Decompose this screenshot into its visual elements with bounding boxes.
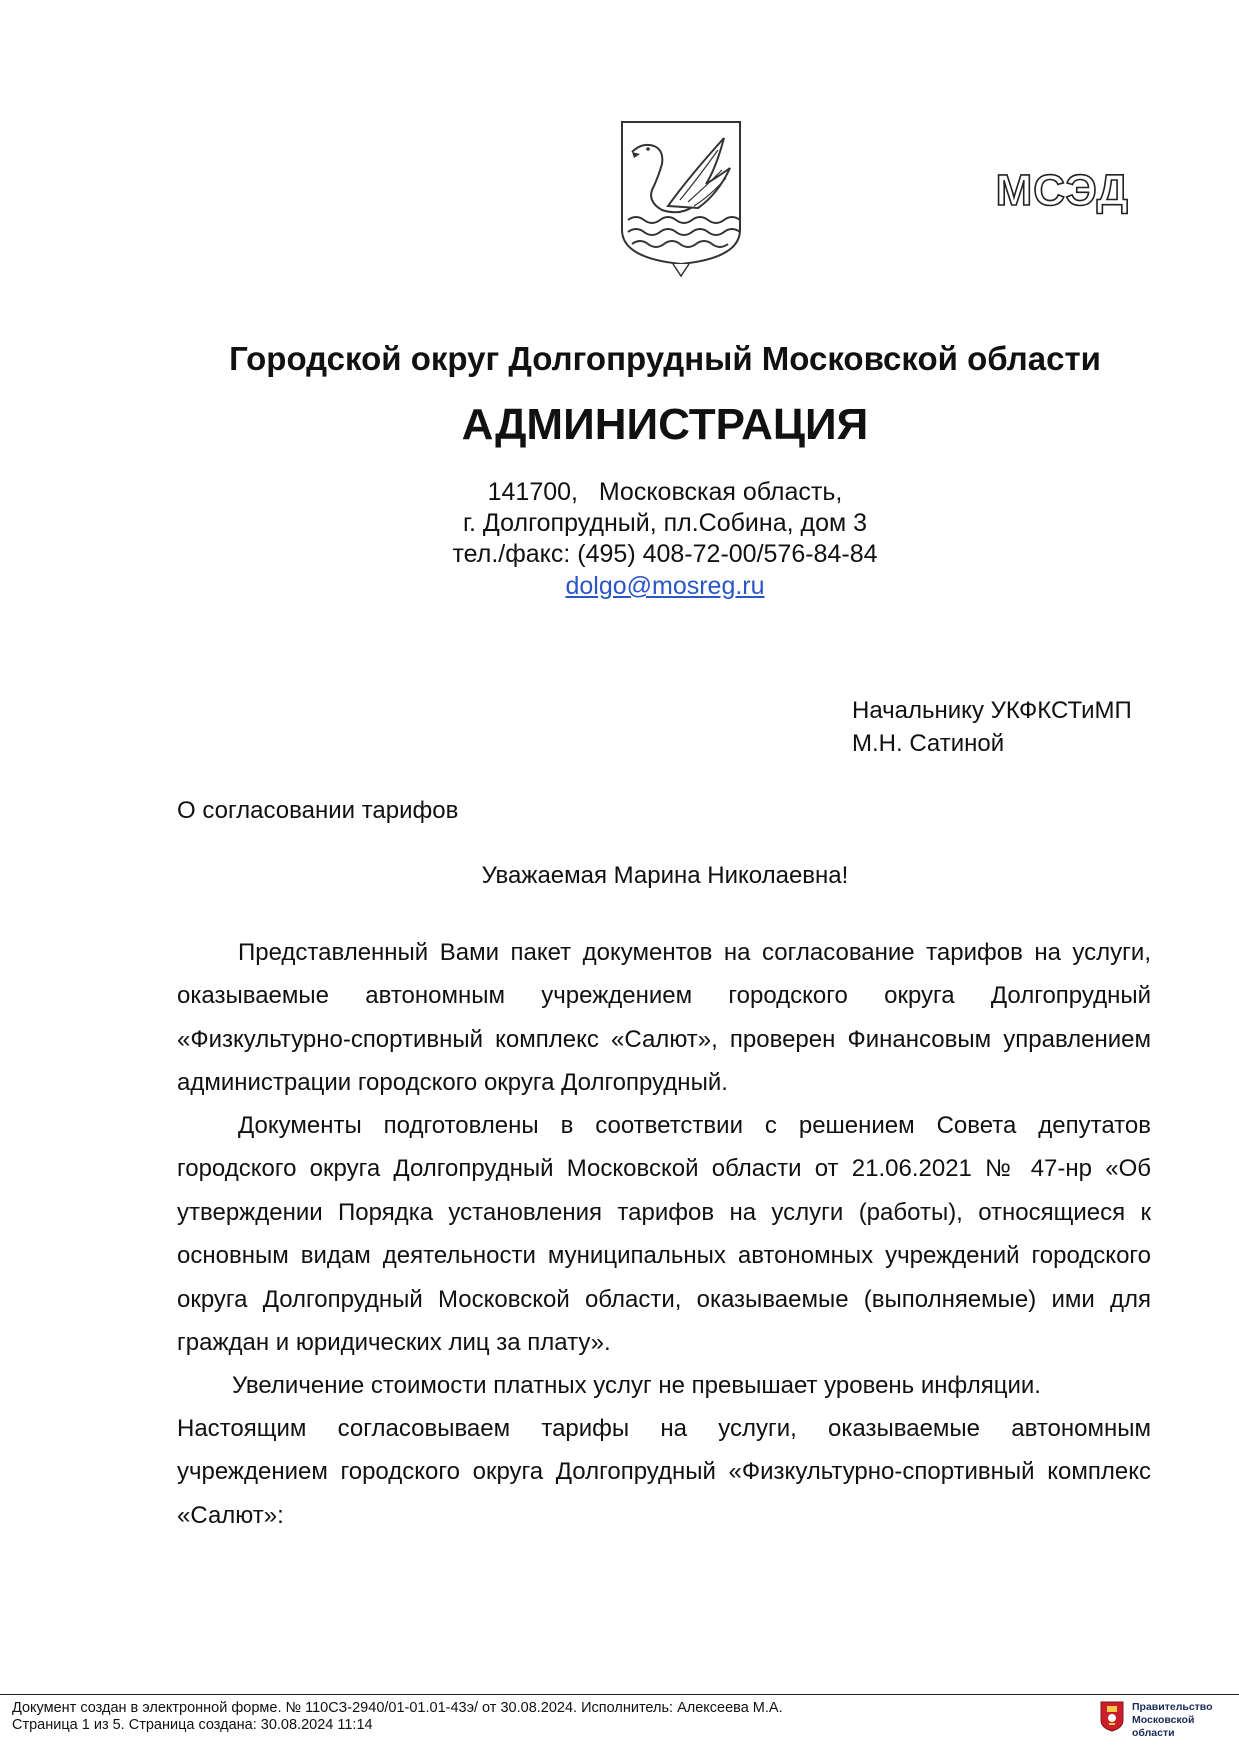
footer-page-info: Страница 1 из 5. Страница создана: 30.08.2024 11:14 xyxy=(12,1717,373,1733)
body-paragraph-1: Представленный Вами пакет документов на согласование тарифов на услуги, оказываемые автономным учреждением городского округа Долгопрудный «Физкультурно-спортивный комплекс «Салют», проверен Финансовым управлением администрации городского округа Долгопрудный. xyxy=(177,939,1151,1097)
body-paragraph-4: Настоящим согласовываем тарифы на услуги, оказываемые автономным учреждением городского округа Долгопрудный «Физкультурно-спортивный комплекс «Салют»: xyxy=(177,1415,1151,1529)
recipient-name: М.Н. Сатиной xyxy=(852,730,1005,757)
msed-stamp: МСЭД xyxy=(995,166,1129,215)
phone-fax: тел./факс: (495) 408-72-00/576-84-84 xyxy=(452,540,878,568)
footer-document-info: Документ создан в электронной форме. № 110СЗ-2940/01-01.01-43э/ от 30.08.2024. Исполнитель: Алексеева М.А. xyxy=(12,1700,783,1716)
body-paragraph-2: Документы подготовлены в соответствии с решением Совета депутатов городского округа Долгопрудный Московской области от 21.06.2021 № 47-нр «Об утверждении Порядка установления тарифов на услуги (работы), относящиеся к основным видам деятельности муниципальных автономных учреждений городского округа Долгопрудный Московской области, оказываемые (выполняемые) ими для граждан и юридических лиц за плату». xyxy=(177,1112,1151,1357)
government-label-line-2: Московской области xyxy=(1132,1714,1195,1739)
government-label-line-1: Правительство xyxy=(1132,1701,1213,1713)
administration-title: АДМИНИСТРАЦИЯ xyxy=(461,400,869,449)
email-text[interactable]: dolgo@mosreg.ru xyxy=(565,572,765,600)
address-line-2: г. Долгопрудный, пл.Собина, дом 3 xyxy=(462,509,868,537)
moscow-region-emblem-icon xyxy=(1099,1698,1125,1732)
recipient-position: Начальнику УКФКСТиМП xyxy=(852,697,1132,724)
coat-of-arms-icon xyxy=(618,118,744,278)
address-line-1: 141700, Московская область, xyxy=(487,478,843,506)
footer-divider xyxy=(0,1694,1239,1695)
body-paragraph-3: Увеличение стоимости платных услуг не превышает уровень инфляции. xyxy=(232,1372,1041,1399)
letter-subject: О согласовании тарифов xyxy=(177,797,459,824)
organization-name: Городской округ Долгопрудный Московской области xyxy=(229,340,1101,377)
government-label xyxy=(1132,1701,1239,1740)
greeting: Уважаемая Марина Николаевна! xyxy=(481,862,849,889)
email-link[interactable] xyxy=(0,572,1239,601)
